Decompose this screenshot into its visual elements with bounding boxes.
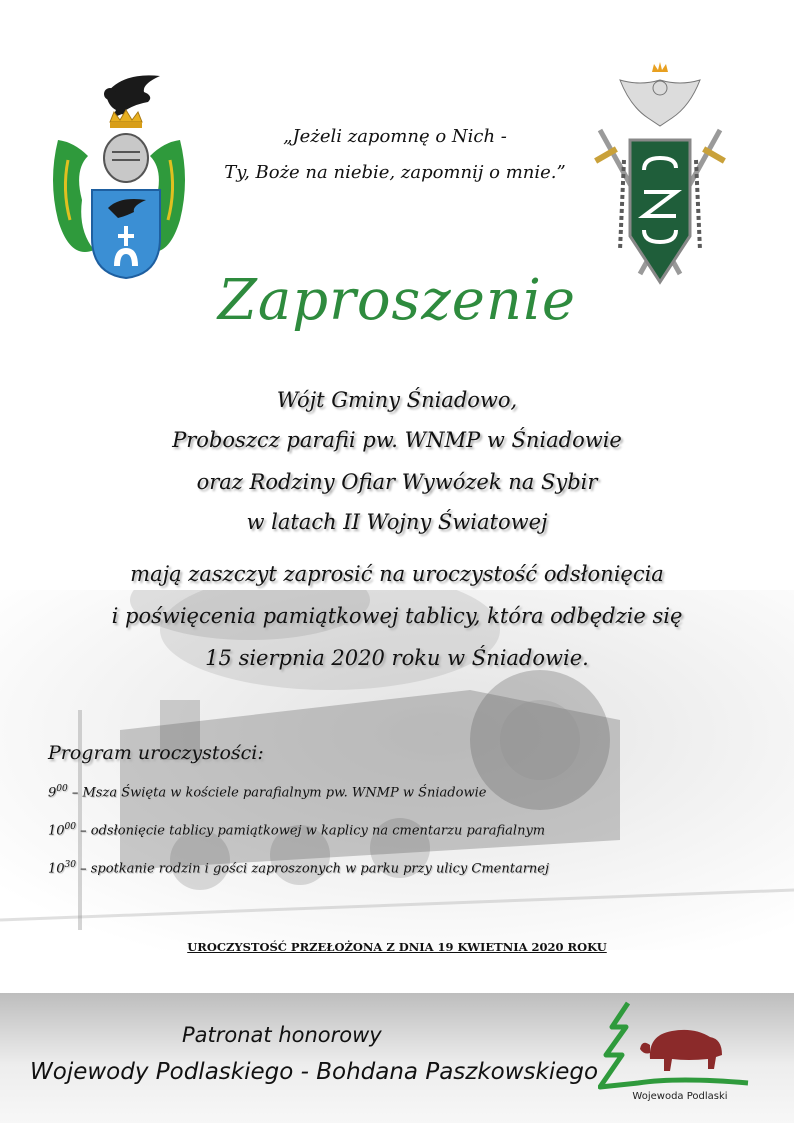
quote-line-2: Ty, Boże na niebie, zapomnij o mnie.” [224, 162, 566, 183]
train-background-image [0, 590, 794, 950]
program-minutes: 00 [64, 822, 76, 832]
footer-band [0, 993, 794, 1123]
patronage-line-1: Patronat honorowy [182, 1023, 382, 1047]
host-line-4: w latach II Wojny Światowej [246, 510, 548, 534]
invitation-line-2: i poświęcenia pamiątkowej tablicy, która odbędzie się [111, 604, 683, 628]
host-line-3: oraz Rodziny Ofiar Wywózek na Sybir [196, 470, 598, 494]
quote-line-1: „Jeżeli zapomnę o Nich - [283, 126, 507, 147]
invitation-title: Zaproszenie [217, 268, 577, 333]
patronage-line-2: Wojewody Podlaskiego - Bohdana Paszkowskiego [30, 1059, 599, 1085]
host-line-1: Wójt Gminy Śniadowo, [276, 388, 518, 412]
postponement-notice: UROCZYSTOŚĆ PRZEŁOŻONA Z DNIA 19 KWIETNIA 2020 ROKU [187, 940, 607, 954]
program-text: – Msza Święta w kościele parafialnym pw. WNMP w Śniadowie [67, 785, 487, 801]
wojewoda-logo-image [598, 999, 754, 1099]
program-hour: 10 [48, 823, 65, 839]
program-text: – odsłonięcie tablicy pamiątkowej w kaplicy na cmentarzu parafialnym [76, 823, 546, 839]
program-item [48, 822, 545, 838]
host-line-2: Proboszcz parafii pw. WNMP w Śniadowie [172, 428, 622, 452]
program-item [48, 784, 486, 800]
program-item [48, 860, 549, 876]
program-text: – spotkanie rodzin i gości zaproszonych w parku przy ulicy Cmentarnej [76, 861, 550, 877]
program-minutes: 30 [64, 860, 76, 870]
program-hour: 9 [48, 785, 57, 801]
program-title: Program uroczystości: [48, 742, 264, 764]
logo-caption: Wojewoda Podlaski [632, 1091, 728, 1102]
invitation-line-3: 15 sierpnia 2020 roku w Śniadowie. [205, 646, 589, 670]
program-hour: 10 [48, 861, 65, 877]
program-minutes: 00 [56, 784, 68, 794]
invitation-line-1: mają zaszczyt zaprosić na uroczystość odsłonięcia [130, 562, 664, 586]
